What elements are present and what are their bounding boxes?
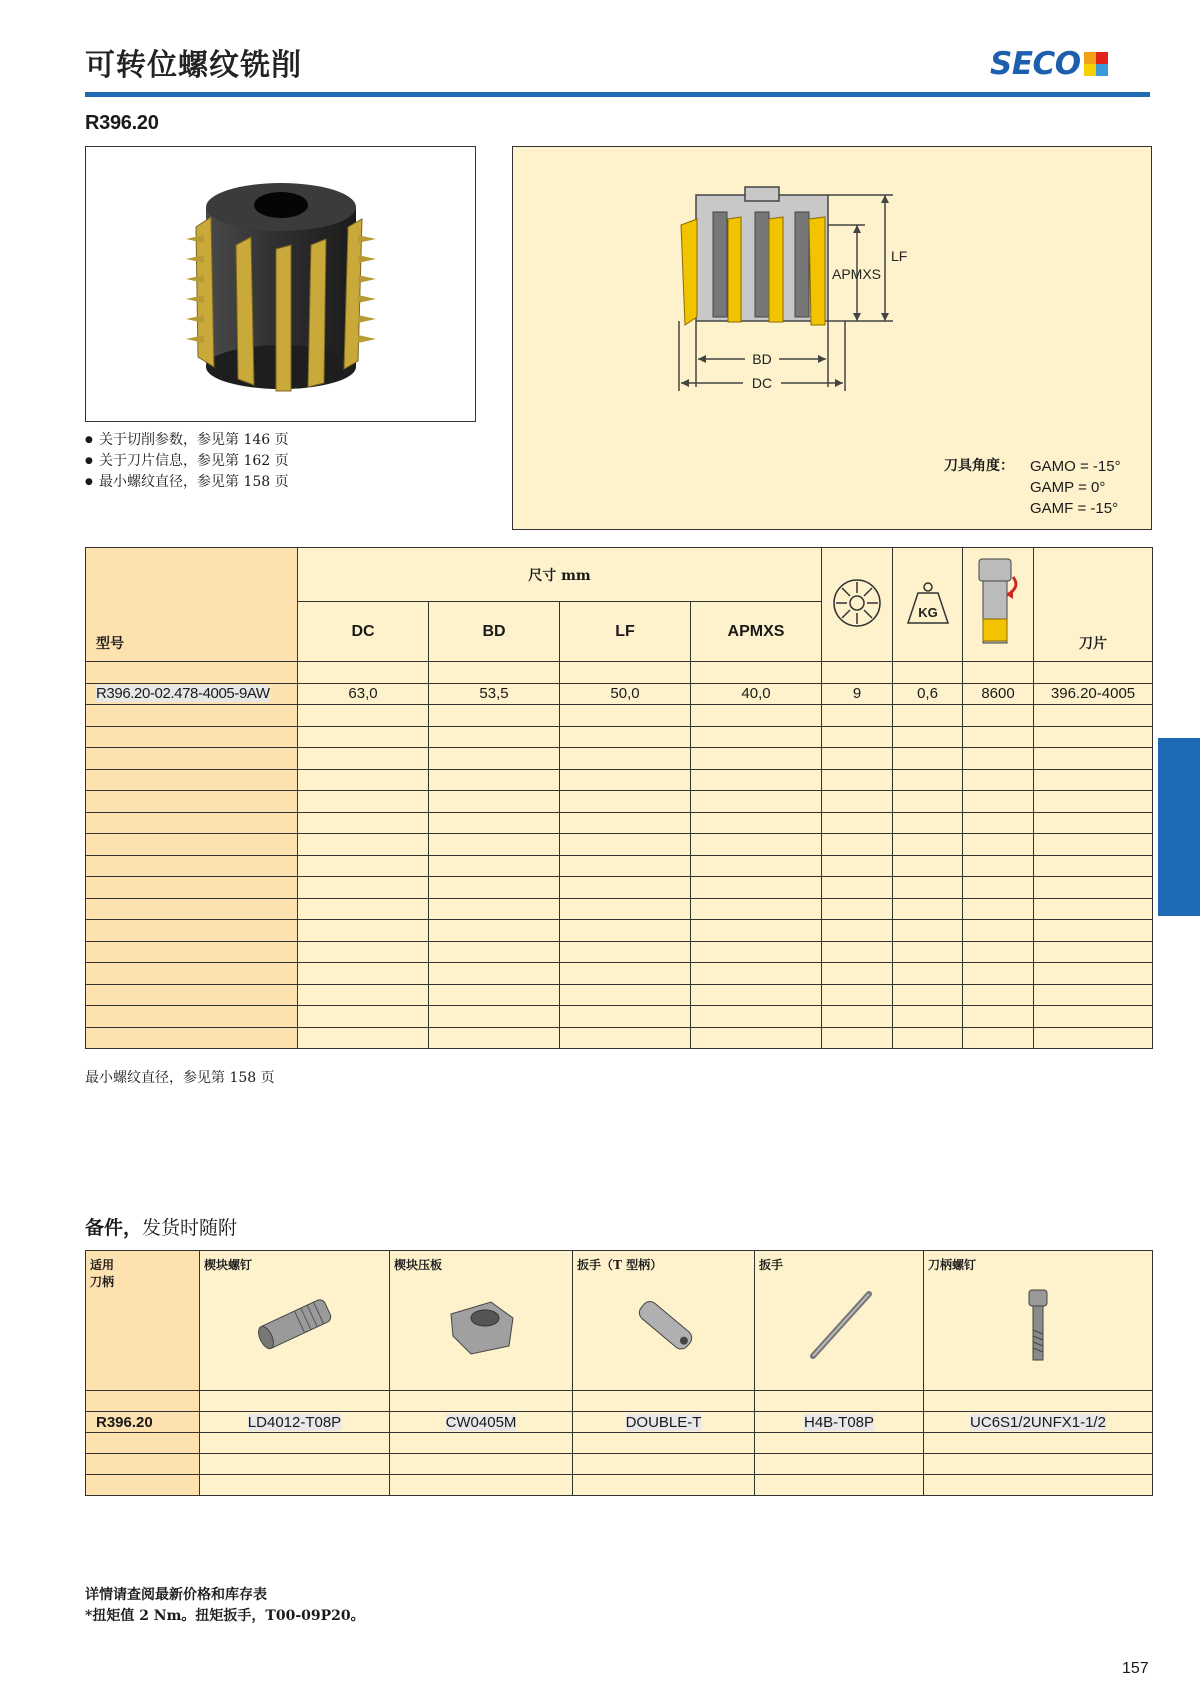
cell-weight: 0,6	[893, 683, 963, 705]
header-dimensions: 尺寸 mm	[298, 548, 822, 602]
max-rpm-icon	[973, 557, 1023, 649]
product-table	[85, 547, 1153, 1049]
bottom-notes	[85, 1585, 365, 1627]
product-code: R396.20	[85, 112, 159, 134]
wedge-screw-icon	[245, 1284, 345, 1364]
model-number: R396.20-02.478-4005-9AW	[96, 685, 270, 703]
spare-t-wrench: DOUBLE-T	[625, 1413, 702, 1431]
header-dc: DC	[298, 602, 429, 662]
bd-label: BD	[752, 351, 772, 367]
header-lf: LF	[560, 602, 691, 662]
header-insert: 刀片	[1034, 548, 1153, 662]
page-title: 可转位螺纹铣削	[85, 48, 302, 83]
note-item: ● 最小螺纹直径，参见第 158 页	[85, 472, 289, 493]
note-item: ● 关于切削参数，参见第 146 页	[85, 430, 289, 451]
torque-note: *扭矩值 2 Nm。扭矩扳手，T00-09P20。	[85, 1608, 365, 1624]
page-number: 157	[1122, 1660, 1149, 1677]
milling-cutter-image	[86, 147, 475, 421]
header-model: 型号	[86, 548, 298, 662]
table-footnote: 最小螺纹直径，参见第 158 页	[85, 1070, 275, 1086]
teeth-count-icon	[831, 577, 883, 629]
dc-label: DC	[751, 375, 773, 391]
header-rule	[85, 92, 1150, 97]
angle-gamo: GAMO = -15°	[1030, 458, 1121, 475]
cell-lf: 50,0	[560, 683, 691, 705]
cell-rpm: 8600	[963, 683, 1034, 705]
cell-bd: 53,5	[429, 683, 560, 705]
spare-wrench: H4B-T08P	[803, 1413, 875, 1431]
spare-wedge-screw: LD4012-T08P	[247, 1413, 342, 1431]
note-item: ● 关于刀片信息，参见第 162 页	[85, 451, 289, 472]
spare-wedge: CW0405M	[445, 1413, 517, 1431]
angle-gamp: GAMP = 0°	[1030, 479, 1106, 496]
header-wedge-screw: 楔块螺钉	[204, 1258, 253, 1272]
header-bd: BD	[429, 602, 560, 662]
cell-insert: 396.20-4005	[1034, 683, 1153, 705]
header-wedge: 楔块压板	[394, 1258, 443, 1272]
table-row	[86, 683, 1153, 705]
cell-teeth: 9	[822, 683, 893, 705]
product-photo	[85, 146, 476, 422]
t-handle-wrench-icon	[614, 1284, 714, 1364]
header-holder-screw: 刀柄螺钉	[928, 1258, 977, 1272]
svg-text:KG: KG	[917, 604, 938, 620]
tool-angles-label: 刀具角度：	[944, 458, 1014, 474]
seco-logo: SECO	[990, 46, 1108, 82]
header-teeth	[822, 548, 893, 662]
apmxs-label: APMXS	[832, 266, 882, 282]
spare-holder: R396.20	[86, 1412, 200, 1433]
price-note: 详情请查阅最新价格和库存表	[85, 1587, 267, 1603]
holder-screw-icon	[988, 1284, 1088, 1364]
tool-angles	[1030, 456, 1121, 519]
cell-dc: 63,0	[298, 683, 429, 705]
cell-apmxs: 40,0	[691, 683, 822, 705]
angle-gamf: GAMF = -15°	[1030, 500, 1119, 517]
header-holder: 适用 刀柄	[90, 1258, 115, 1289]
header-wrench: 扳手	[759, 1258, 784, 1272]
spare-parts-table	[85, 1250, 1153, 1496]
logo-mark-icon	[1084, 52, 1108, 76]
wedge-icon	[431, 1284, 531, 1364]
spare-row	[86, 1412, 1153, 1433]
weight-icon	[906, 579, 950, 627]
wrench-icon	[789, 1284, 889, 1364]
spare-holder-screw: UC6S1/2UNFX1-1/2	[970, 1413, 1106, 1431]
spare-parts-title: 备件，发货时随附	[85, 1217, 238, 1239]
header-rpm	[963, 548, 1034, 662]
notes-list	[85, 430, 289, 493]
section-tab	[1158, 738, 1200, 916]
lf-label: LF	[891, 248, 908, 264]
header-apmxs: APMXS	[691, 602, 822, 662]
header-weight	[893, 548, 963, 662]
header-t-wrench: 扳手（T 型柄）	[577, 1258, 663, 1272]
